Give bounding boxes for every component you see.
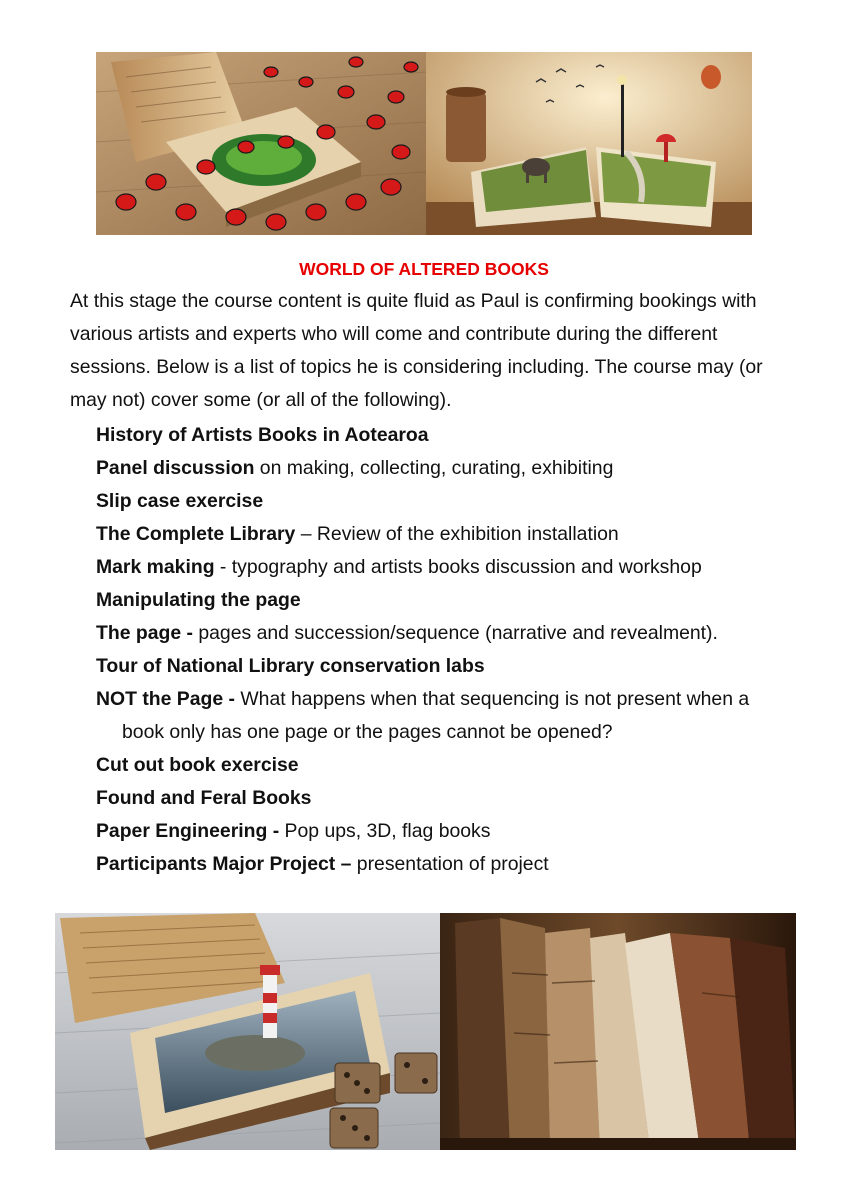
list-item xyxy=(96,452,796,485)
topic-heading: Mark making xyxy=(96,556,215,578)
topic-heading: The page - xyxy=(96,622,193,644)
ladybugs-altered-book-image xyxy=(96,52,426,235)
list-item xyxy=(96,749,796,782)
topic-description: Pop ups, 3D, flag books xyxy=(279,820,491,842)
list-item xyxy=(96,419,796,452)
topic-heading: Found and Feral Books xyxy=(96,787,312,809)
topic-heading: Participants Major Project – xyxy=(96,853,352,875)
topic-description: presentation of project xyxy=(351,853,549,875)
topic-description: on making, collecting, curating, exhibiting xyxy=(254,457,614,479)
list-item xyxy=(96,683,796,749)
topic-heading: Paper Engineering - xyxy=(96,820,280,842)
list-item xyxy=(96,584,796,617)
list-item xyxy=(96,815,796,848)
topic-description: pages and succession/sequence (narrative and revealment). xyxy=(192,622,718,644)
topic-heading: Manipulating the page xyxy=(96,589,301,611)
intro-paragraph: At this stage the course content is quite fluid as Paul is confirming bookings with various artists and experts who will come and contribute during the different sessions. Below is a list of topics he is considering including. The course may (or may not) cover some (or all of the following). xyxy=(70,290,763,411)
list-item xyxy=(96,485,796,518)
topic-heading: NOT the Page - xyxy=(96,688,235,710)
topic-heading: Slip case exercise xyxy=(96,490,264,512)
page-title: WORLD OF ALTERED BOOKS xyxy=(299,259,549,279)
list-item xyxy=(96,617,796,650)
list-item xyxy=(96,650,796,683)
list-item xyxy=(96,518,796,551)
topic-heading: The Complete Library xyxy=(96,523,296,545)
topic-list xyxy=(96,419,796,881)
old-books-shelf-image xyxy=(440,913,796,1150)
topic-heading: Tour of National Library conservation labs xyxy=(96,655,485,677)
open-book-landscape-image xyxy=(426,52,752,235)
topic-description: - typography and artists books discussion and workshop xyxy=(214,556,702,578)
topic-heading: Panel discussion xyxy=(96,457,255,479)
topic-description: – Review of the exhibition installation xyxy=(295,523,619,545)
list-item xyxy=(96,551,796,584)
topic-heading: Cut out book exercise xyxy=(96,754,299,776)
list-item xyxy=(96,848,796,881)
topic-heading: History of Artists Books in Aotearoa xyxy=(96,424,429,446)
list-item xyxy=(96,782,796,815)
lighthouse-altered-book-image xyxy=(55,913,440,1150)
topic-description: What happens when that sequencing is not present when a book only has one page or the pages cannot be opened? xyxy=(122,688,750,743)
